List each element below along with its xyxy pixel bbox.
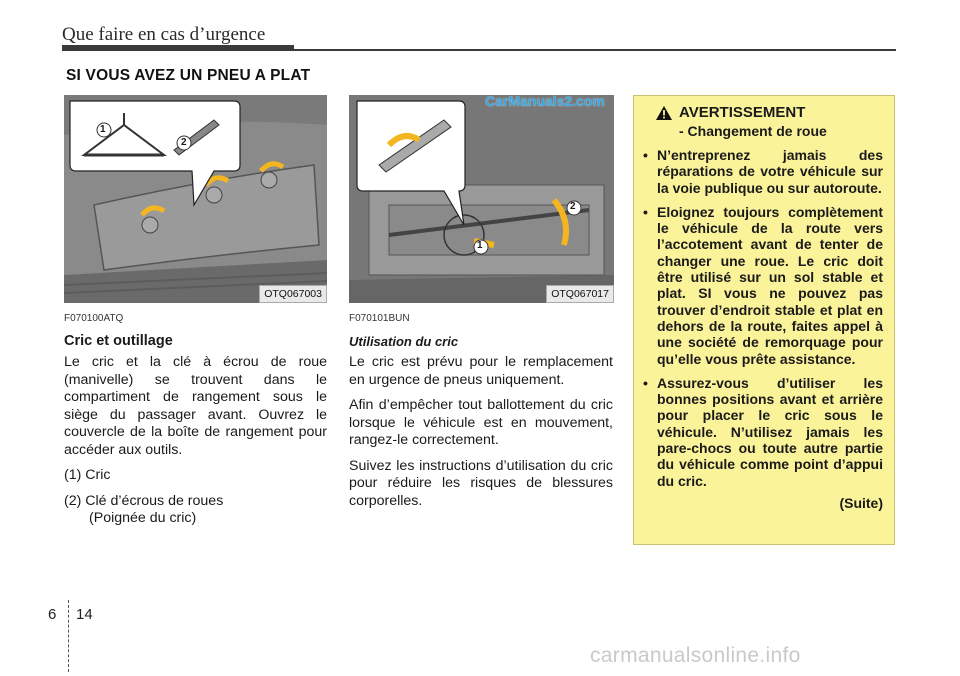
title-bar (62, 45, 294, 51)
list-item-2: (2) Clé d’écrous de roues (64, 492, 224, 509)
body-text: Le cric et la clé à écrou de roue (manivelle) se trouvent dans le compartiment de rangement sous le siège du passager avant. Ouvrez le couvercle de la boîte de rangement pour accéder aux outils. (64, 354, 327, 458)
callout-1: 1 (477, 240, 483, 251)
heading: Cric et outillage (64, 332, 173, 349)
chapter-number: 6 (48, 606, 57, 623)
section-title: SI VOUS AVEZ UN PNEU A PLAT (66, 67, 311, 84)
jack-use-illustration (349, 95, 614, 303)
middle-column (349, 310, 613, 518)
figure-code: OTQ067017 (546, 285, 614, 303)
list-item: • Assurez-vous d’utiliser les bonnes positions avant et arrière pour placer le cric sous le véhicule. N’utilisez jamais les pare-chocs ou toute autre partie du véhicule comme point d’appui du cric. (643, 374, 883, 489)
footer-divider (68, 600, 69, 672)
watermark: CarManuals2.com (485, 93, 605, 109)
title-rule (294, 49, 896, 51)
left-column (64, 310, 327, 536)
jack-use-figure (349, 95, 614, 303)
continued-label: (Suite) (839, 494, 883, 511)
page-number: 14 (76, 606, 93, 623)
warning-subtitle: - Changement de roue (679, 123, 827, 139)
heading: Utilisation du cric (349, 333, 459, 349)
paragraph-1: Le cric est prévu pour le remplacement en urgence de pneus uniquement. (349, 354, 613, 388)
reference-code: F070100ATQ (64, 313, 124, 324)
jack-storage-figure (64, 95, 327, 303)
list-item-2-sub: (Poignée du cric) (89, 510, 197, 526)
site-watermark: carmanualsonline.info (590, 644, 801, 667)
reference-code: F070101BUN (349, 313, 410, 324)
callout-1: 1 (100, 124, 106, 135)
paragraph-3: Suivez les instructions d’utilisation du cric pour réduire les risques de blessures corporelles. (349, 457, 613, 509)
list-item: • N’entreprenez jamais des réparations de votre véhicule sur la voie publique ou sur autoroute. (643, 147, 883, 196)
callout-2: 2 (570, 201, 576, 212)
warning-title: AVERTISSEMENT (679, 104, 806, 121)
warning-box (633, 95, 895, 545)
list-item-1: (1) Cric (64, 467, 111, 483)
warning-icon (655, 105, 673, 121)
chapter-title: Que faire en cas d’urgence (62, 24, 266, 45)
warning-list (643, 147, 883, 489)
warning-header (655, 104, 883, 121)
callout-2: 2 (181, 137, 187, 148)
figure-code: OTQ067003 (259, 285, 327, 303)
list-item: • Eloignez toujours complètement le véhicule de la route vers l’accotement avant de tenter de changer une roue. Le cric doit être utilisé sur un sol stable et plat. SI vous ne pouvez pas trouver d’endroit stable et plat en dehors de la route, faites appel à une société de remorquage pour qu’elle vous prête assistance. (643, 203, 883, 367)
paragraph-2: Afin d’empêcher tout ballottement du cric lorsque le véhicule est en mouvement, rangez-le correctement. (349, 397, 613, 448)
